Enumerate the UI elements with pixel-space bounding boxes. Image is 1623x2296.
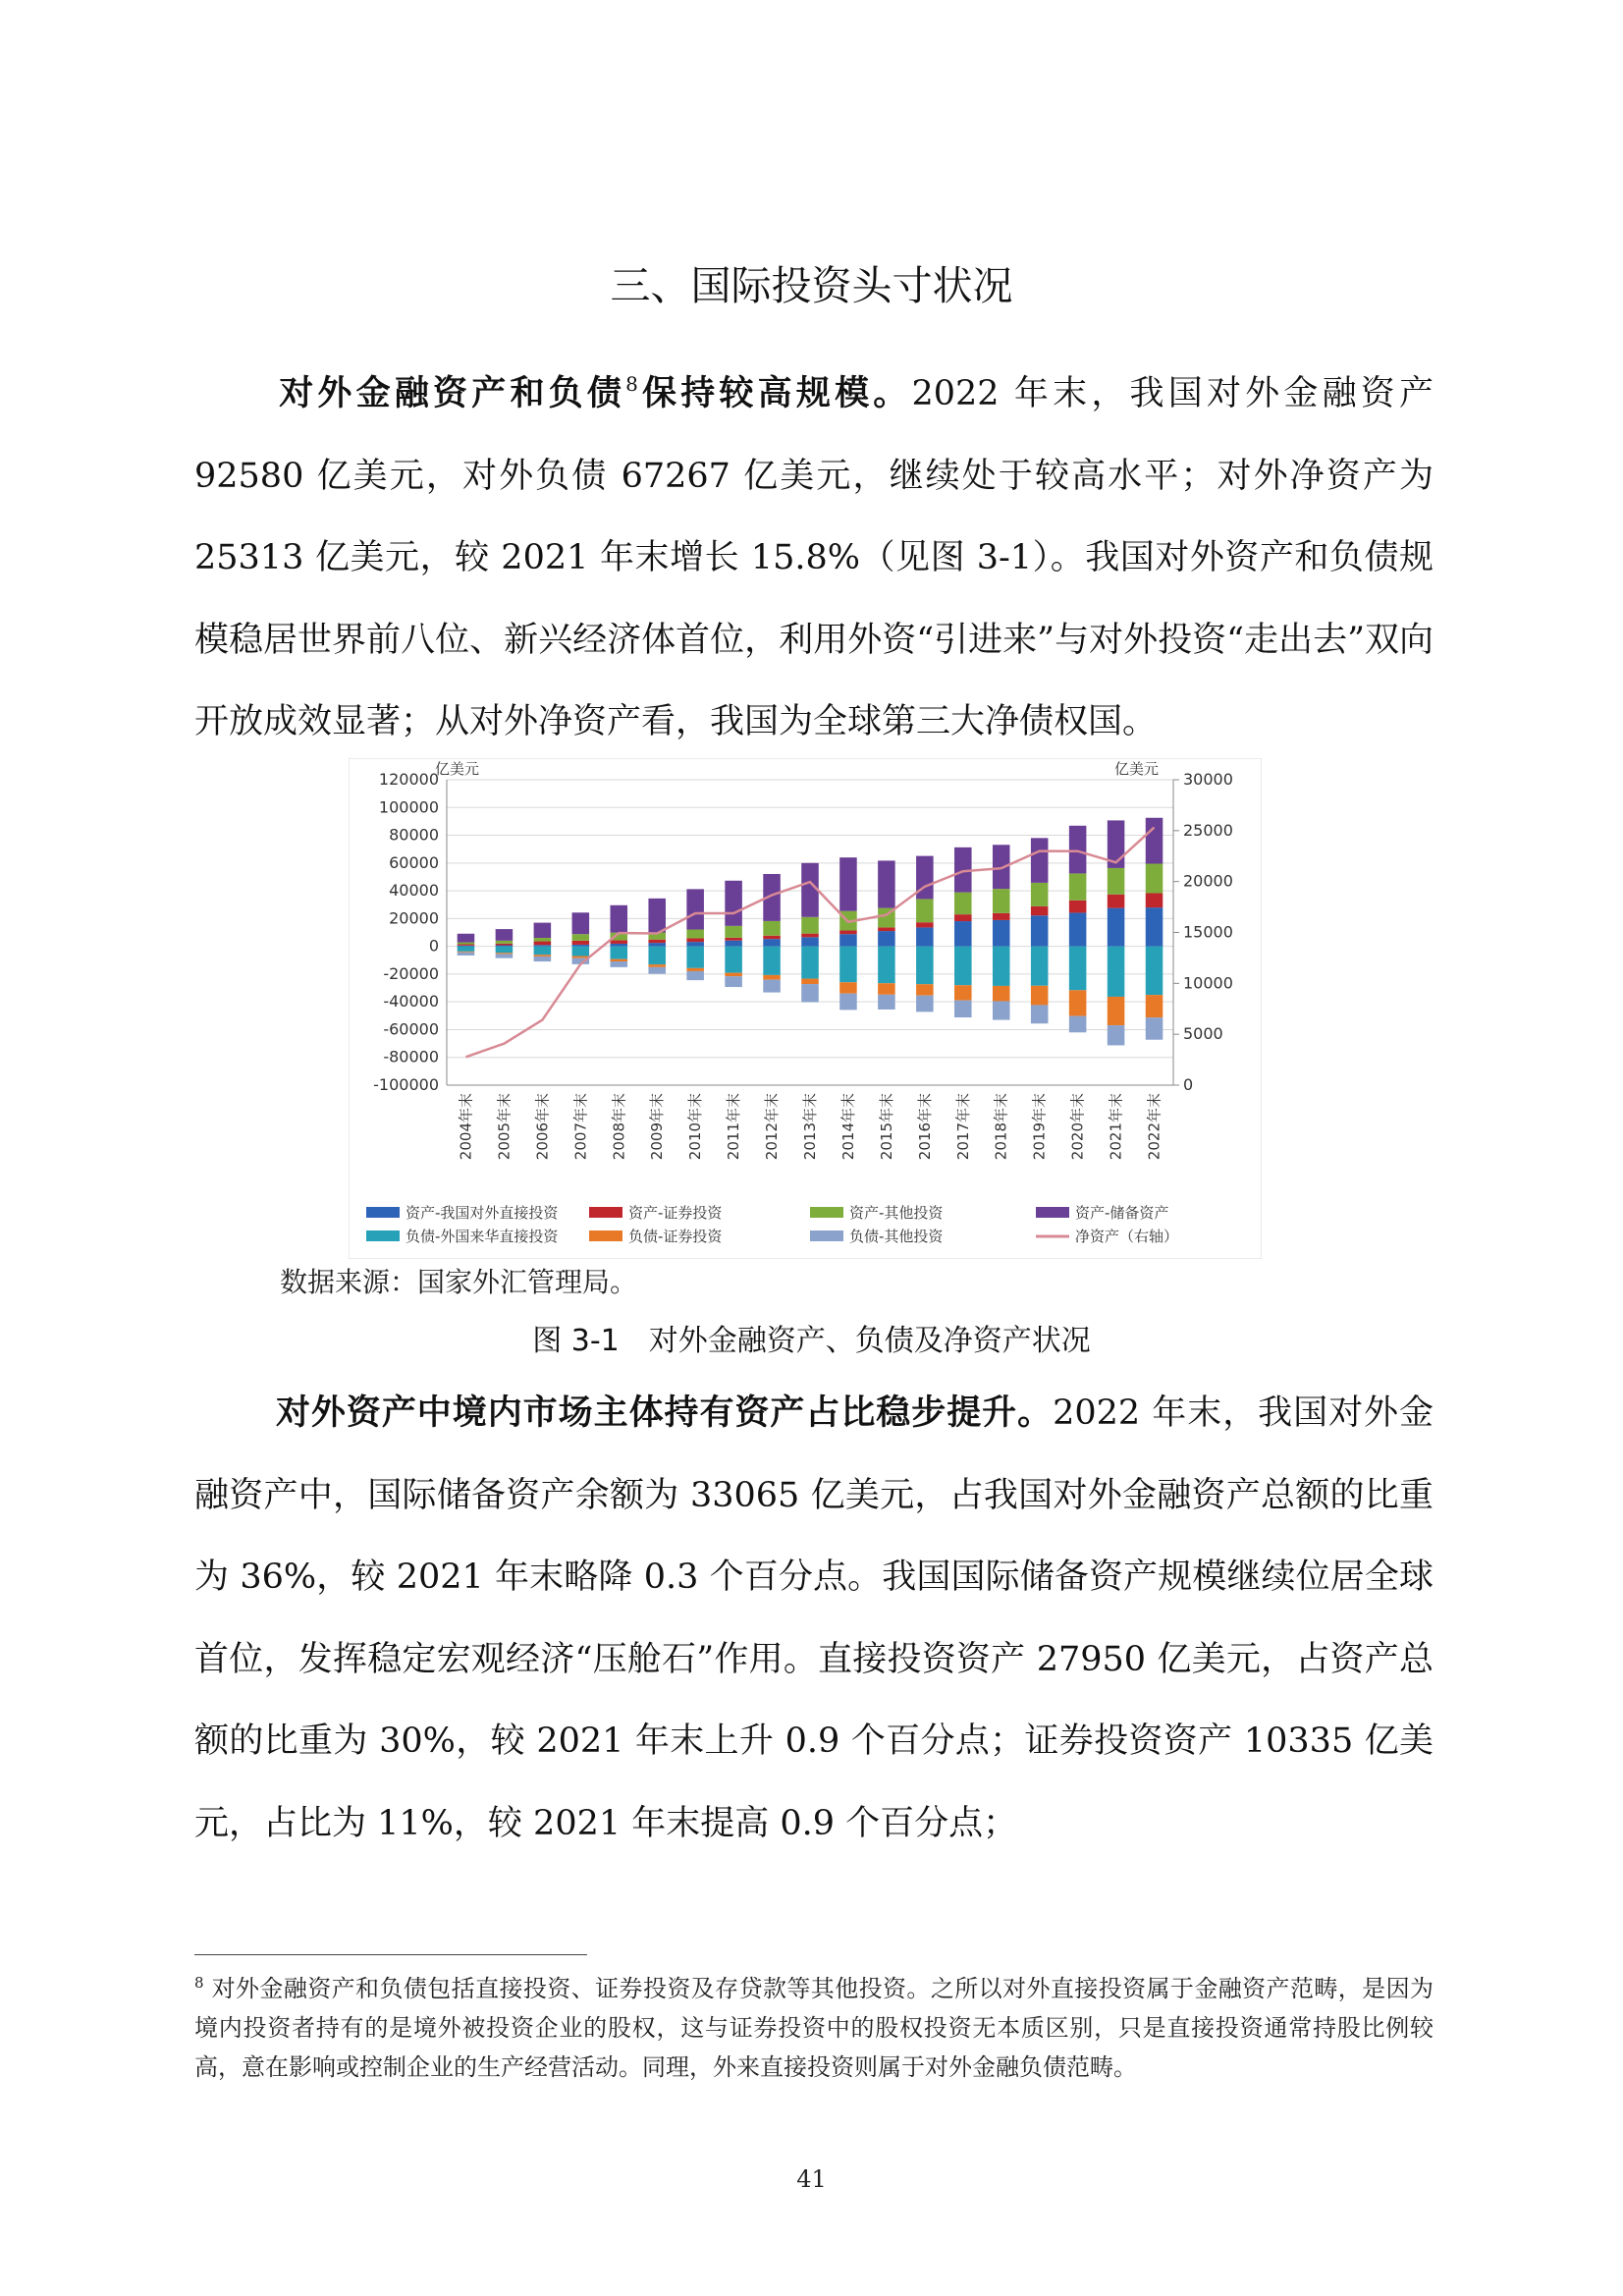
bar-segment [648, 947, 666, 965]
bar-segment [839, 982, 857, 993]
bar-segment [801, 917, 819, 934]
footnote-text: 对外金融资产和负债包括直接投资、证券投资及存贷款等其他投资。之所以对外直接投资属于金融资产范畴，是因为境内投资者持有的是境外被投资企业的股权，这与证券投资中的股权投资无本质区别，只是直接投资通常持股比例较高，意在影响或控制企业的生产经营活动。同理，外来直接投资则属于对外金融负债范畴。 [194, 1975, 1434, 2081]
paragraph-1-lead-end: 保持较高规模。 [637, 374, 912, 413]
bar-segment [916, 996, 934, 1012]
x-tick-label: 2020年末 [1068, 1093, 1087, 1161]
y-tick-right: 20000 [1183, 871, 1233, 891]
bar-segment [1108, 947, 1125, 997]
bar-segment [458, 952, 475, 953]
legend-label: 资产-其他投资 [849, 1204, 944, 1222]
bar-segment [686, 930, 704, 939]
x-tick-label: 2014年末 [839, 1093, 857, 1161]
bar-segment [878, 995, 895, 1010]
legend-label: 资产-储备资产 [1075, 1204, 1169, 1222]
bar-segment [1069, 947, 1087, 991]
y-tick-left: 0 [428, 936, 439, 956]
bar-segment [725, 976, 742, 987]
bar-segment [534, 957, 552, 961]
x-tick-label: 2004年末 [457, 1093, 475, 1161]
bar-segment [916, 899, 934, 922]
bar-segment [572, 945, 590, 947]
bar-segment [916, 947, 934, 985]
legend-swatch [366, 1230, 400, 1241]
bar-segment [839, 947, 857, 983]
bar-segment [878, 983, 895, 995]
bar-segment [496, 953, 514, 954]
bar-segment [534, 945, 552, 946]
bar-segment [534, 955, 552, 957]
x-tick-label: 2016年末 [915, 1093, 934, 1161]
bar-segment [686, 968, 704, 971]
bar-segment [725, 973, 742, 977]
x-tick-label: 2015年末 [877, 1093, 895, 1161]
legend-swatch [589, 1207, 622, 1218]
y-tick-left: 80000 [389, 825, 439, 845]
figure-source: 数据来源：国家外汇管理局。 [280, 1266, 638, 1298]
bar-segment [1146, 947, 1163, 995]
bar-segment [1108, 895, 1125, 908]
y-tick-right: 15000 [1183, 922, 1233, 942]
bar-segment [878, 931, 895, 947]
y-tick-left: 120000 [378, 770, 439, 789]
bar-segment [1069, 990, 1087, 1015]
paragraph-2-text: 2022 年末，我国对外金融资产中，国际储备资产余额为 33065 亿美元，占我国对外金融资产总额的比重为 36%，较 2021 年末略降 0.3 个百分点。我国国际储备资产规模继续位居全球首位，发挥稳定宏观经济“压舱石”作用。直接投资资产 27950 亿美元，占资产总额的比重为 30%，较 2021 年末上升 0.9 个百分点；证券投资资产 10335 亿美元，占比为 11%，较 2021 年末提高 0.9 个百分点； [194, 1394, 1434, 1843]
x-tick-label: 2013年末 [801, 1093, 819, 1161]
section-title: 三、国际投资头寸状况 [610, 262, 1013, 309]
legend-label: 资产-证券投资 [628, 1204, 723, 1222]
legend-label: 资产-我国对外直接投资 [406, 1204, 559, 1222]
y-tick-right: 30000 [1183, 770, 1233, 789]
bar-segment [648, 940, 666, 943]
bar-segment [801, 934, 819, 938]
bar-segment [496, 946, 514, 947]
y-tick-left: -40000 [383, 992, 439, 1011]
bar-segment [611, 905, 628, 933]
x-tick-label: 2018年末 [992, 1093, 1010, 1161]
x-tick-label: 2022年末 [1145, 1093, 1163, 1161]
bar-segment [496, 947, 514, 954]
bar-segment [648, 964, 666, 967]
bar-segment [878, 927, 895, 931]
legend-swatch [1036, 1207, 1069, 1218]
legend-label: 负债-其他投资 [849, 1228, 944, 1245]
bar-segment [878, 860, 895, 907]
bar-segment [954, 914, 972, 921]
y-tick-left: -80000 [383, 1047, 439, 1066]
bar-segment [993, 889, 1010, 913]
bar-segment [1069, 826, 1087, 874]
chart-background [349, 758, 1262, 1259]
paragraph-2-lead: 对外资产中境内市场主体持有资产占比稳步提升。 [275, 1394, 1054, 1433]
bar-segment [993, 920, 1010, 947]
bar-segment [839, 934, 857, 946]
bar-segment [1146, 864, 1163, 894]
footnote-mark: 8 [194, 1974, 204, 1992]
y-tick-right: 25000 [1183, 820, 1233, 840]
y-tick-right: 0 [1183, 1075, 1194, 1094]
x-tick-label: 2010年末 [686, 1093, 705, 1161]
figure-caption: 图 3-1 对外金融资产、负债及净资产状况 [532, 1324, 1091, 1358]
bar-segment [916, 927, 934, 946]
bar-segment [496, 941, 514, 944]
bar-segment [611, 959, 628, 961]
legend-swatch [810, 1230, 843, 1241]
bar-segment [954, 947, 972, 986]
bar-segment [1069, 912, 1087, 946]
bar-segment [458, 947, 475, 952]
y-tick-left: 20000 [389, 908, 439, 928]
bar-segment [496, 954, 514, 957]
bar-segment [458, 943, 475, 945]
bar-segment [572, 934, 590, 941]
bar-segment [763, 936, 781, 939]
bar-segment [648, 899, 666, 933]
bar-segment [686, 938, 704, 942]
bar-segment [763, 947, 781, 975]
bar-segment [839, 931, 857, 935]
bar-segment [954, 1001, 972, 1017]
bar-segment [801, 947, 819, 979]
bar-segment [1031, 947, 1049, 986]
bar-segment [954, 921, 972, 947]
legend-swatch [366, 1207, 400, 1218]
bar-segment [1108, 868, 1125, 895]
footnote [194, 1969, 1434, 2087]
bar-segment [611, 961, 628, 967]
bar-segment [954, 985, 972, 1000]
bar-segment [916, 984, 934, 995]
footnote-ref[interactable]: 8 [625, 372, 638, 396]
y-tick-left: -100000 [373, 1075, 439, 1094]
y-tick-right: 10000 [1183, 973, 1233, 993]
bar-segment [1108, 908, 1125, 947]
bar-segment [648, 943, 666, 947]
bar-segment [1069, 873, 1087, 900]
bar-segment [572, 912, 590, 934]
y-axis-right-unit: 亿美元 [1114, 760, 1160, 778]
bar-segment [763, 975, 781, 980]
bar-segment [1031, 1005, 1049, 1023]
bar-segment [1031, 838, 1049, 883]
paragraph-1-text: 2022 年末，我国对外金融资产 92580 亿美元，对外负债 67267 亿美元，继续处于较高水平；对外净资产为 25313 亿美元，较 2021 年末增长 15.8%（见图 3-1）。我国对外资产和负债规模稳居世界前八位、新兴经济体首位，利用外资“引进来”与对外投资“走出去”双向开放成效显著；从对外净资产看，我国为全球第三大净债权国。 [194, 374, 1434, 741]
page-number: 41 [796, 2165, 827, 2193]
x-tick-label: 2008年末 [610, 1093, 628, 1161]
x-tick-label: 2007年末 [571, 1093, 590, 1161]
bar-segment [801, 984, 819, 1002]
bar-segment [686, 889, 704, 929]
bar-segment [763, 980, 781, 993]
bar-segment [725, 938, 742, 941]
y-tick-right: 5000 [1183, 1024, 1223, 1044]
bar-segment [534, 938, 552, 942]
chart-container [349, 758, 1262, 1259]
bar-segment [1031, 915, 1049, 946]
bar-segment [763, 921, 781, 936]
bar-segment [725, 881, 742, 926]
y-tick-left: -60000 [383, 1019, 439, 1039]
bar-segment [572, 947, 590, 957]
bar-segment [534, 947, 552, 956]
y-tick-left: 40000 [389, 881, 439, 901]
bar-segment [1069, 901, 1087, 913]
bar-segment [686, 947, 704, 968]
x-tick-label: 2009年末 [648, 1093, 667, 1161]
bar-segment [611, 944, 628, 947]
x-tick-label: 2017年末 [953, 1093, 972, 1161]
bar-segment [611, 947, 628, 959]
bar-segment [496, 929, 514, 941]
bar-segment [496, 944, 514, 946]
bar-segment [993, 947, 1010, 986]
bar-segment [458, 934, 475, 943]
x-tick-label: 2012年末 [763, 1093, 782, 1161]
bar-segment [878, 947, 895, 984]
bar-segment [534, 942, 552, 946]
y-tick-left: 60000 [389, 852, 439, 872]
footnote-divider [194, 1954, 587, 1955]
bar-segment [1146, 907, 1163, 947]
legend-swatch [810, 1207, 843, 1218]
bar-segment [1146, 894, 1163, 908]
bar-segment [993, 1001, 1010, 1019]
bar-segment [725, 926, 742, 938]
x-tick-label: 2019年末 [1030, 1093, 1049, 1161]
y-axis-left-unit: 亿美元 [435, 760, 480, 778]
bar-segment [801, 937, 819, 946]
bar-segment [1031, 906, 1049, 915]
x-tick-label: 2005年末 [495, 1093, 514, 1161]
bar-segment [725, 941, 742, 947]
bar-segment [1108, 1025, 1125, 1045]
bar-segment [993, 913, 1010, 920]
bar-segment [763, 939, 781, 946]
x-tick-label: 2011年末 [725, 1093, 743, 1161]
bar-segment [534, 923, 552, 938]
bar-segment [648, 967, 666, 974]
legend-label: 负债-外国来华直接投资 [406, 1228, 559, 1245]
paragraph-2 [194, 1373, 1434, 1865]
y-tick-left: 100000 [378, 797, 439, 817]
bar-segment [1108, 997, 1125, 1025]
x-tick-label: 2006年末 [533, 1093, 552, 1161]
legend-label: 负债-证券投资 [628, 1228, 723, 1245]
bar-segment [1146, 995, 1163, 1017]
bar-segment [458, 953, 475, 956]
bar-segment [458, 946, 475, 947]
legend-label: 净资产（右轴） [1075, 1228, 1179, 1245]
bar-segment [1146, 818, 1163, 864]
bar-segment [1031, 986, 1049, 1006]
bar-segment [839, 857, 857, 911]
bar-segment [686, 942, 704, 947]
bar-segment [686, 971, 704, 980]
bar-segment [1031, 883, 1049, 906]
bar-segment [458, 945, 475, 946]
bar-segment [993, 986, 1010, 1002]
figure-3-1-chart [349, 758, 1262, 1259]
bar-segment [1069, 1016, 1087, 1033]
bar-segment [801, 979, 819, 985]
legend-swatch [589, 1230, 622, 1241]
x-tick-label: 2021年末 [1107, 1093, 1125, 1161]
bar-segment [572, 941, 590, 945]
bar-segment [954, 893, 972, 914]
y-tick-left: -20000 [383, 963, 439, 983]
bar-segment [611, 940, 628, 944]
bar-segment [725, 947, 742, 973]
paragraph-1-lead: 对外金融资产和负债 [275, 374, 626, 413]
bar-segment [916, 922, 934, 927]
bar-segment [839, 994, 857, 1011]
paragraph-1 [194, 354, 1434, 764]
bar-segment [1146, 1017, 1163, 1040]
